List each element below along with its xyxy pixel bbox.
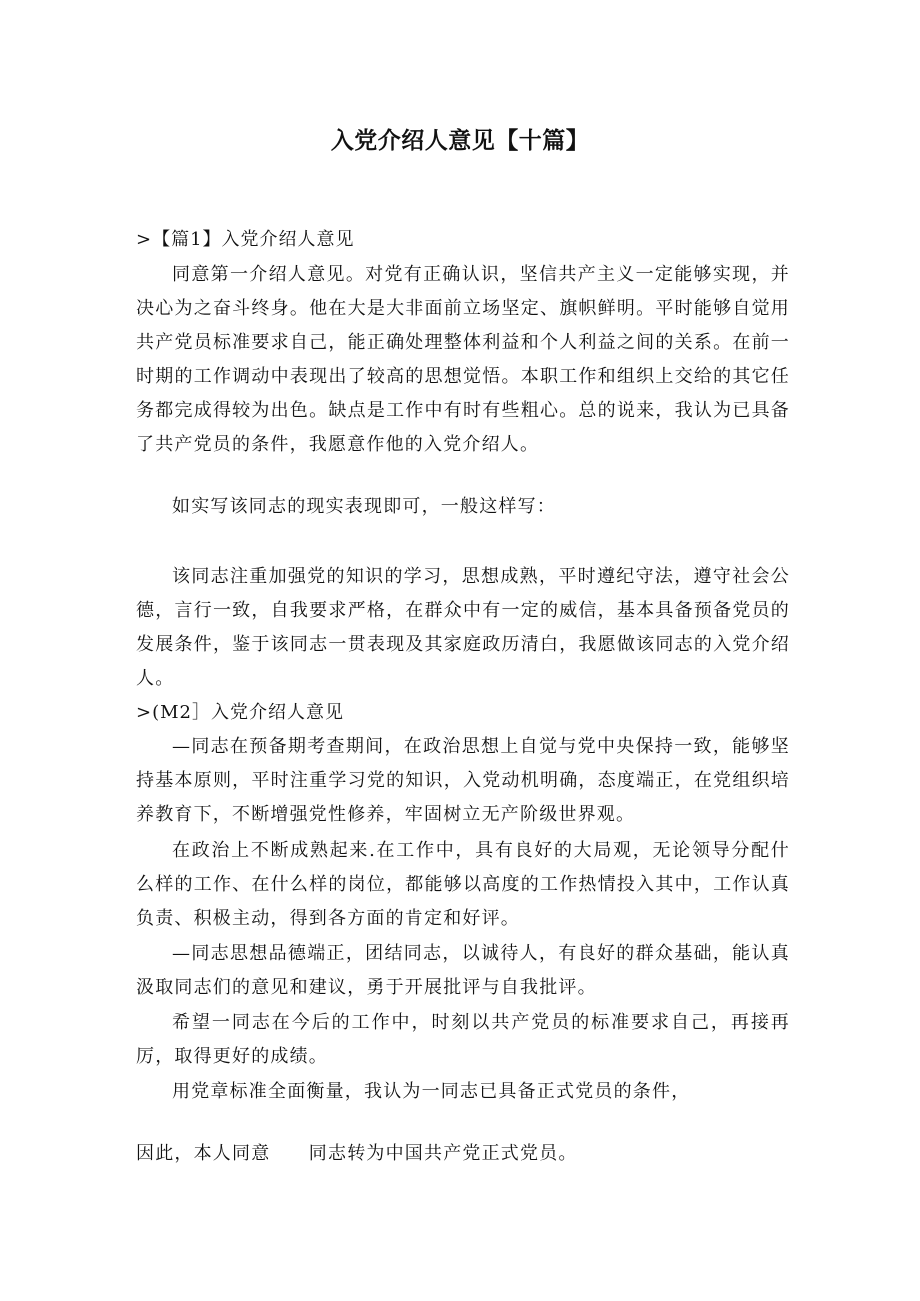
section-1-paragraph-3: 该同志注重加强党的知识的学习，思想成熟，平时遵纪守法，遵守社会公德，言行一致，自我要求严格，在群众中有一定的威信，基本具备预备党员的发展条件，鉴于该同志一贯表现及其家庭政历清白，我愿做该同志的入党介绍人。 xyxy=(136,566,790,689)
document-title: 入党介绍人意见【十篇】 xyxy=(330,128,590,154)
section-1-heading: >【篇1】入党介绍人意见 xyxy=(136,229,355,250)
section-1-paragraph-1: 同意第一介绍人意见。对党有正确认识，坚信共产主义一定能够实现，并决心为之奋斗终身。他在大是大非面前立场坚定、旗帜鲜明。平时能够自觉用共产党员标准要求自己，能正确处理整体利益和个人利益之间的关系。在前一时期的工作调动中表现出了较高的思想觉悟。本职工作和组织上交给的其它任务都完成得较为出色。缺点是工作中有时有些粗心。总的说来，我认为已具备了共产党员的条件，我愿意作他的入党介绍人。 xyxy=(136,264,790,455)
section-2-paragraph-5: 用党章标准全面衡量，我认为一同志已具备正式党员的条件， xyxy=(172,1081,691,1102)
section-2-paragraph-1: —同志在预备期考查期间，在政治思想上自觉与党中央保持一致，能够坚持基本原则，平时注重学习党的知识，入党动机明确，态度端正，在党组织培养教育下，不断增强党性修养，牢固树立无产阶级世界观。 xyxy=(136,736,790,825)
section-2-paragraph-6: 因此，本人同意 同志转为中国共产党正式党员。 xyxy=(136,1143,578,1164)
section-2-paragraph-2: 在政治上不断成熟起来.在工作中，具有良好的大局观，无论领导分配什么样的工作、在什么样的岗位，都能够以高度的工作热情投入其中，工作认真负责、积极主动，得到各方面的肯定和好评。 xyxy=(136,840,790,929)
section-2-paragraph-4: 希望一同志在今后的工作中，时刻以共产党员的标准要求自己，再接再厉，取得更好的成绩。 xyxy=(136,1012,790,1067)
section-2-paragraph-3: —同志思想品德端正，团结同志，以诚待人，有良好的群众基础，能认真汲取同志们的意见和建议，勇于开展批评与自我批评。 xyxy=(136,943,790,998)
section-2-heading: >(M2］入党介绍人意见 xyxy=(136,702,344,723)
section-1-paragraph-2: 如实写该同志的现实表现即可，一般这样写： xyxy=(172,496,556,517)
